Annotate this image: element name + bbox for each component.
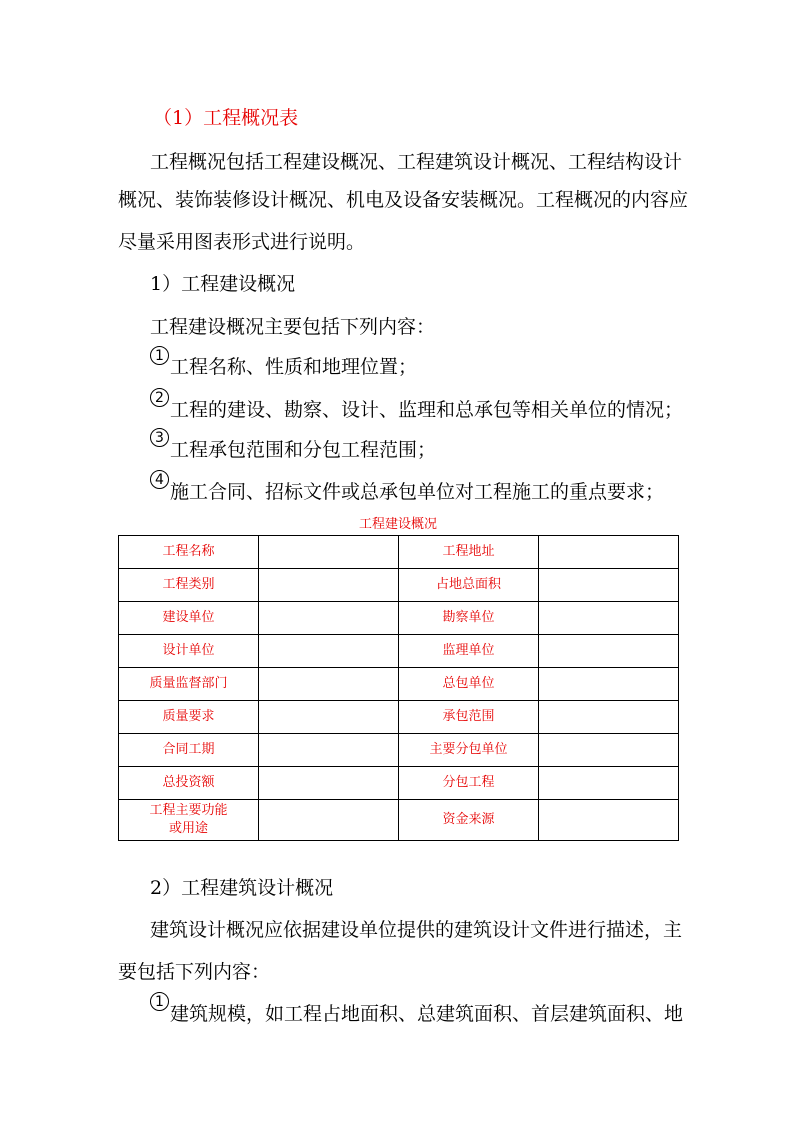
table-label-cell: 质量监督部门 — [119, 668, 259, 701]
table-value-cell — [539, 800, 679, 841]
sub2-heading: 2）工程建筑设计概况 — [150, 877, 334, 899]
table-row — [119, 569, 679, 602]
table-value-cell — [259, 635, 399, 668]
table-label-cell: 质量要求 — [119, 701, 259, 734]
sub2-lead-line-1: 建筑设计概况应依据建设单位提供的建筑设计文件进行描述，主 — [150, 919, 683, 941]
list-item: 工程名称、性质和地理位置； — [170, 356, 418, 378]
table-value-cell — [259, 701, 399, 734]
project-info-table — [118, 535, 679, 841]
table-value-cell — [259, 767, 399, 800]
list-item: 工程的建设、勘察、设计、监理和总承包等相关单位的情况； — [170, 399, 684, 421]
table-value-cell — [539, 536, 679, 569]
list-item: 工程承包范围和分包工程范围； — [170, 439, 437, 461]
table-value-cell — [259, 800, 399, 841]
table-label-cell: 勘察单位 — [399, 602, 539, 635]
table-row — [119, 800, 679, 841]
section-title: （1）工程概况表 — [153, 107, 299, 129]
table-label-line-1: 工程主要功能 — [149, 803, 228, 818]
circled-number-marker: 3 — [150, 428, 169, 447]
table-label-cell: 总投资额 — [119, 767, 259, 800]
table-row — [119, 668, 679, 701]
table-value-cell — [259, 734, 399, 767]
table-label-cell — [119, 800, 259, 841]
table-label-cell: 工程类别 — [119, 569, 259, 602]
table-value-cell — [539, 569, 679, 602]
table-value-cell — [539, 668, 679, 701]
list-item: 施工合同、招标文件或总承包单位对工程施工的重点要求； — [170, 481, 665, 503]
table-value-cell — [259, 536, 399, 569]
table-value-cell — [259, 668, 399, 701]
list-item: 建筑规模，如工程占地面积、总建筑面积、首层建筑面积、地 — [170, 1003, 684, 1025]
table-label-cell: 总包单位 — [399, 668, 539, 701]
table-label-cell: 工程地址 — [399, 536, 539, 569]
sub1-lead: 工程建设概况主要包括下列内容： — [150, 316, 436, 338]
table-row — [119, 536, 679, 569]
table-row — [119, 734, 679, 767]
sub1-heading: 1）工程建设概况 — [150, 273, 296, 295]
circled-number-marker: 4 — [150, 470, 169, 489]
table-label-cell: 资金来源 — [399, 800, 539, 841]
table-label-cell: 主要分包单位 — [399, 734, 539, 767]
table-value-cell — [259, 569, 399, 602]
table-label-cell: 设计单位 — [119, 635, 259, 668]
table-label-cell: 工程名称 — [119, 536, 259, 569]
table-value-cell — [539, 701, 679, 734]
table-row — [119, 767, 679, 800]
table-value-cell — [539, 767, 679, 800]
table-label-cell: 合同工期 — [119, 734, 259, 767]
table-value-cell — [259, 602, 399, 635]
table-label-cell: 分包工程 — [399, 767, 539, 800]
intro-line-2: 概况、装饰装修设计概况、机电及设备安装概况。工程概况的内容应 — [118, 189, 689, 211]
table-row — [119, 701, 679, 734]
table-value-cell — [539, 602, 679, 635]
table-row — [119, 635, 679, 668]
table-value-cell — [539, 734, 679, 767]
table-label-line-2: 或用途 — [168, 821, 208, 836]
table-row — [119, 602, 679, 635]
circled-number-marker: 1 — [150, 346, 169, 365]
table-label-cell: 建设单位 — [119, 602, 259, 635]
circled-number-marker: 2 — [150, 388, 169, 407]
table-label-cell: 占地总面积 — [399, 569, 539, 602]
table-caption: 工程建设概况 — [358, 517, 437, 532]
intro-line-3: 尽量采用图表形式进行说明。 — [118, 231, 366, 253]
table-value-cell — [539, 635, 679, 668]
table-label-cell: 承包范围 — [399, 701, 539, 734]
intro-line-1: 工程概况包括工程建设概况、工程建筑设计概况、工程结构设计 — [150, 151, 683, 173]
sub2-lead-line-2: 要包括下列内容： — [118, 961, 271, 983]
circled-number-marker: 1 — [150, 992, 169, 1011]
table-label-cell: 监理单位 — [399, 635, 539, 668]
